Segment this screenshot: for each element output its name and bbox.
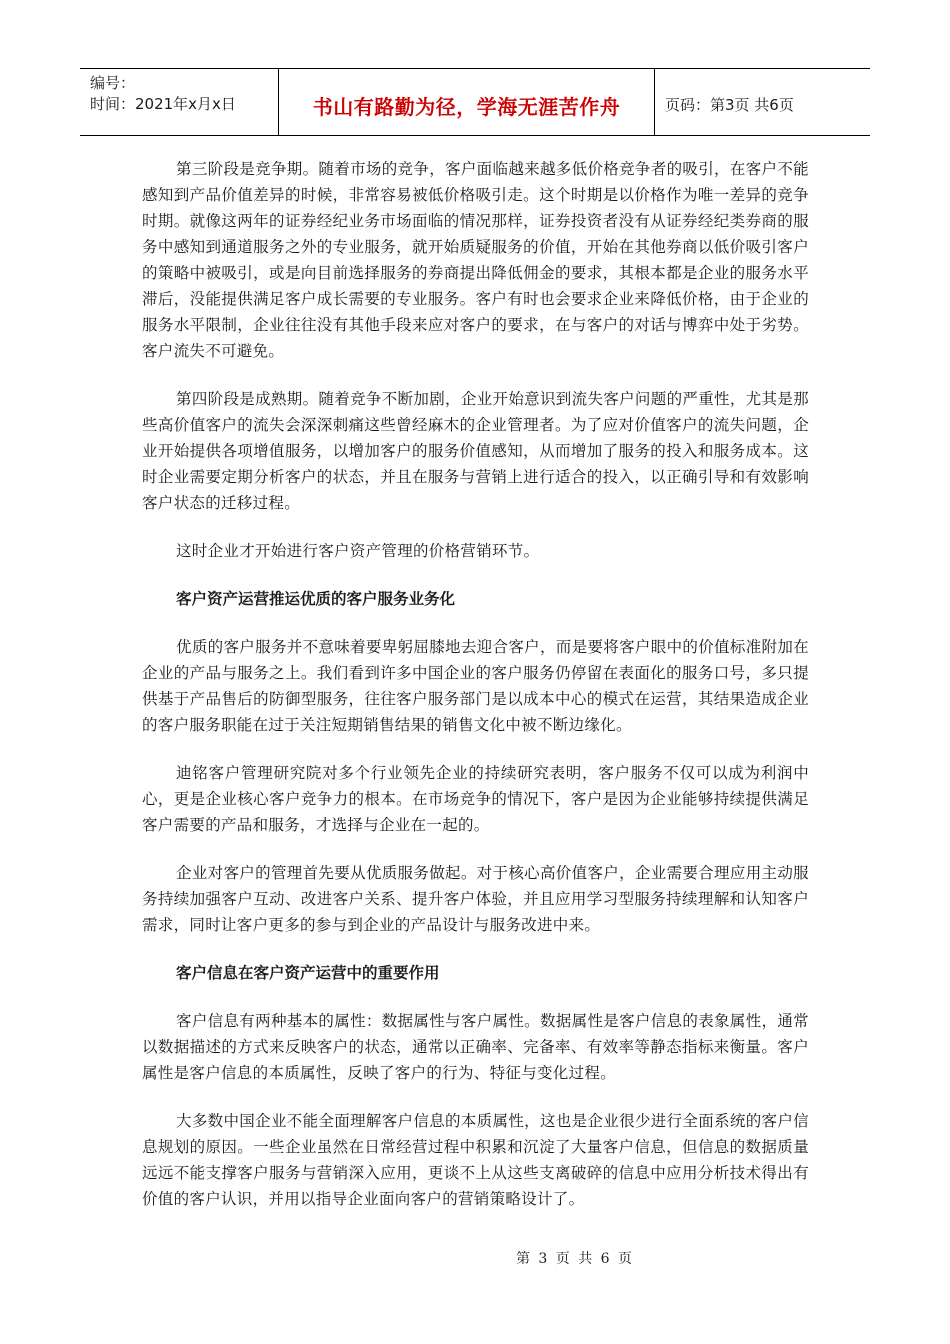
page-footer: 第 3 页 共 6 页 [515, 1251, 635, 1267]
header-page-code: 页码：第3页 共6页 [665, 95, 794, 114]
section-heading: 客户信息在客户资产运营中的重要作用 [176, 964, 440, 982]
paragraph: 这时企业才开始进行客户资产管理的价格营销环节。 [176, 542, 540, 560]
paragraph: 优质的客户服务并不意味着要卑躬屈膝地去迎合客户，而是要将客户眼中的价值标准附加在企业的产品与服务之上。我们看到许多中国企业的客户服务仍停留在表面化的服务口号，多只提供基于产品售后的防御型服务，往往客户服务部门是以成本中心的模式在运营，其结果造成企业的客户服务职能在过于关注短期销售结果的销售文化中被不断边缘化。 [142, 638, 809, 734]
document-body [142, 156, 809, 1234]
header-info-cell [80, 69, 279, 135]
paragraph: 大多数中国企业不能全面理解客户信息的本质属性，这也是企业很少进行全面系统的客户信息规划的原因。一些企业虽然在日常经营过程中积累和沉淀了大量客户信息，但信息的数据质量远远不能支撑客户服务与营销深入应用，更谈不上从这些支离破碎的信息中应用分析技术得出有价值的客户认识，并用以指导企业面向客户的营销策略设计了。 [142, 1112, 809, 1208]
page-header [80, 68, 870, 136]
paragraph: 第三阶段是竞争期。随着市场的竞争，客户面临越来越多低价格竞争者的吸引，在客户不能感知到产品价值差异的时候，非常容易被低价格吸引走。这个时期是以价格作为唯一差异的竞争时期。就像这两年的证券经纪业务市场面临的情况那样，证券投资者没有从证券经纪类券商的服务中感知到通道服务之外的专业服务，就开始质疑服务的价值，开始在其他券商以低价吸引客户的策略中被吸引，或是向目前选择服务的券商提出降低佣金的要求，其根本都是企业的服务水平滞后，没能提供满足客户成长需要的专业服务。客户有时也会要求企业来降低价格，由于企业的服务水平限制，企业往往没有其他手段来应对客户的要求，在与客户的对话与博弈中处于劣势。客户流失不可避免。 [142, 160, 809, 360]
header-motto: 书山有路勤为径，学海无涯苦作舟 [279, 69, 655, 135]
section-heading: 客户资产运营推运优质的客户服务业务化 [176, 590, 456, 608]
date-label: 时间：2021年x月x日 [90, 95, 236, 113]
paragraph: 客户信息有两种基本的属性：数据属性与客户属性。数据属性是客户信息的表象属性，通常以数据描述的方式来反映客户的状态，通常以正确率、完备率、有效率等静态指标来衡量。客户属性是客户信息的本质属性，反映了客户的行为、特征与变化过程。 [142, 1012, 809, 1082]
paragraph: 迪铭客户管理研究院对多个行业领先企业的持续研究表明，客户服务不仅可以成为利润中心，更是企业核心客户竞争力的根本。在市场竞争的情况下，客户是因为企业能够持续提供满足客户需要的产品和服务，才选择与企业在一起的。 [142, 764, 809, 834]
paragraph: 企业对客户的管理首先要从优质服务做起。对于核心高价值客户，企业需要合理应用主动服务持续加强客户互动、改进客户关系、提升客户体验，并且应用学习型服务持续理解和认知客户需求，同时让客户更多的参与到企业的产品设计与服务改进中来。 [142, 864, 809, 934]
number-label: 编号： [90, 74, 136, 92]
paragraph: 第四阶段是成熟期。随着竞争不断加剧，企业开始意识到流失客户问题的严重性，尤其是那些高价值客户的流失会深深刺痛这些曾经麻木的企业管理者。为了应对价值客户的流失问题，企业开始提供各项增值服务，以增加客户的服务价值感知，从而增加了服务的投入和服务成本。这时企业需要定期分析客户的状态，并且在服务与营销上进行适合的投入，以正确引导和有效影响客户状态的迁移过程。 [142, 390, 809, 512]
